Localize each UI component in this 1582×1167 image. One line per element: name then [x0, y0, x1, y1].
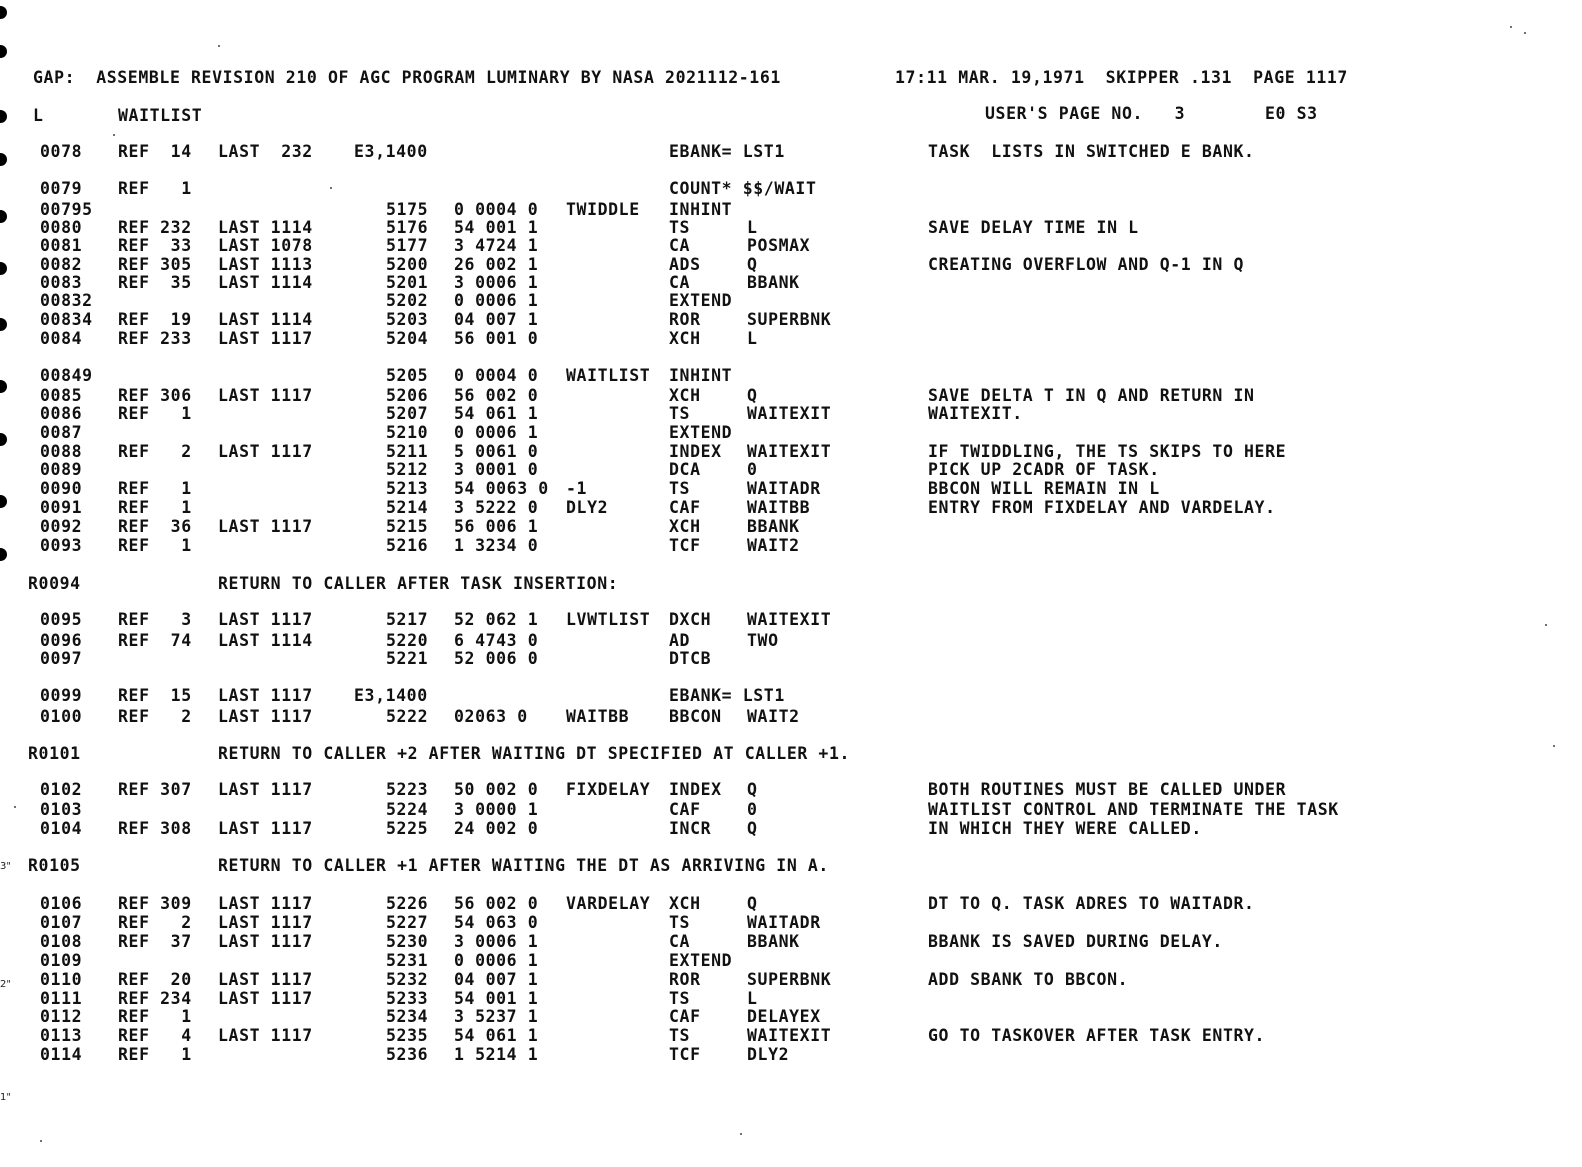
scan-speck — [14, 806, 16, 808]
listing-seq-number: 0104 — [40, 819, 83, 838]
listing-octal-code: 56 002 0 — [454, 894, 539, 913]
listing-seq-number: 00834 — [40, 310, 93, 329]
listing-octal-code: 0 0006 1 — [454, 291, 539, 310]
listing-address: 5225 — [386, 819, 429, 838]
binder-hole — [0, 153, 7, 166]
listing-address: 5206 — [386, 386, 429, 405]
listing-comment: DT TO Q. TASK ADRES TO WAITADR. — [928, 894, 1255, 913]
listing-seq-number: 0086 — [40, 404, 83, 423]
listing-remark-text: RETURN TO CALLER +2 AFTER WAITING DT SPECIFIED AT CALLER +1. — [218, 744, 851, 763]
listing-seq-number: 0090 — [40, 479, 83, 498]
listing-last-ref: LAST 1114 — [218, 273, 313, 292]
listing-opcode: EBANK= LST1 — [669, 686, 785, 705]
listing-operand: DLY2 — [747, 1045, 790, 1064]
binder-hole — [0, 318, 7, 331]
listing-operand: WAITEXIT — [747, 404, 832, 423]
listing-address: 5202 — [386, 291, 429, 310]
listing-opcode: XCH — [669, 894, 701, 913]
listing-ref-count: REF 36 — [118, 517, 192, 536]
listing-ref-count: REF 37 — [118, 932, 192, 951]
listing-comment: BBANK IS SAVED DURING DELAY. — [928, 932, 1223, 951]
listing-operand: L — [747, 218, 758, 237]
listing-seq-number: 0081 — [40, 236, 83, 255]
header-line-right: 17:11 MAR. 19,1971 SKIPPER .131 PAGE 1117 — [895, 68, 1348, 87]
listing-last-ref: LAST 1117 — [218, 989, 313, 1008]
listing-seq-number: 0080 — [40, 218, 83, 237]
listing-ref-count: REF 1 — [118, 179, 192, 198]
listing-comment: PICK UP 2CADR OF TASK. — [928, 460, 1160, 479]
listing-address: 5226 — [386, 894, 429, 913]
listing-opcode: CA — [669, 273, 691, 292]
listing-comment: ADD SBANK TO BBCON. — [928, 970, 1129, 989]
listing-opcode: DXCH — [669, 610, 712, 629]
listing-octal-code: 1 3234 0 — [454, 536, 539, 555]
listing-operand: BBANK — [747, 932, 800, 951]
listing-octal-code: 52 062 1 — [454, 610, 539, 629]
listing-octal-code: 52 006 0 — [454, 649, 539, 668]
listing-operand: WAITEXIT — [747, 442, 832, 461]
listing-octal-code: 04 007 1 — [454, 310, 539, 329]
listing-address: 5221 — [386, 649, 429, 668]
listing-ref-count: REF 232 — [118, 218, 192, 237]
scan-speck — [218, 45, 220, 47]
scan-speck — [330, 187, 332, 189]
listing-address: 5223 — [386, 780, 429, 799]
listing-ref-count: REF 233 — [118, 329, 192, 348]
binder-hole — [0, 262, 7, 275]
binder-hole — [0, 45, 7, 58]
binder-hole — [0, 495, 7, 508]
listing-address: 5213 — [386, 479, 429, 498]
listing-opcode: TS — [669, 218, 691, 237]
listing-address: 5215 — [386, 517, 429, 536]
listing-comment: GO TO TASKOVER AFTER TASK ENTRY. — [928, 1026, 1266, 1045]
listing-operand: DELAYEX — [747, 1007, 821, 1026]
listing-operand: TWO — [747, 631, 779, 650]
listing-symbol-label: LVWTLIST — [566, 610, 651, 629]
listing-opcode: TCF — [669, 1045, 701, 1064]
listing-comment: BOTH ROUTINES MUST BE CALLED UNDER — [928, 780, 1287, 799]
listing-operand: SUPERBNK — [747, 970, 832, 989]
listing-ref-count: REF 1 — [118, 1007, 192, 1026]
listing-address: 5220 — [386, 631, 429, 650]
listing-seq-number: 0088 — [40, 442, 83, 461]
listing-octal-code: 54 063 0 — [454, 913, 539, 932]
listing-octal-code: 54 001 1 — [454, 989, 539, 1008]
listing-octal-code: 0 0006 1 — [454, 423, 539, 442]
binder-hole — [0, 548, 7, 561]
listing-octal-code: 56 006 1 — [454, 517, 539, 536]
binder-hole — [0, 6, 7, 19]
listing-ref-count: REF 305 — [118, 255, 192, 274]
listing-last-ref: LAST 232 — [218, 142, 313, 161]
listing-address: 5224 — [386, 800, 429, 819]
listing-address: 5212 — [386, 460, 429, 479]
listing-remark-seq: R0094 — [28, 574, 81, 593]
listing-comment: WAITEXIT. — [928, 404, 1023, 423]
scan-speck — [740, 1133, 742, 1135]
listing-opcode: ADS — [669, 255, 701, 274]
listing-opcode: EXTEND — [669, 291, 733, 310]
listing-opcode: TS — [669, 913, 691, 932]
listing-operand: SUPERBNK — [747, 310, 832, 329]
listing-address: 5236 — [386, 1045, 429, 1064]
listing-octal-code: 0 0006 1 — [454, 951, 539, 970]
listing-ref-count: REF 308 — [118, 819, 192, 838]
listing-last-ref: LAST 1117 — [218, 442, 313, 461]
listing-opcode: XCH — [669, 329, 701, 348]
listing-operand: BBANK — [747, 517, 800, 536]
listing-seq-number: 00849 — [40, 366, 93, 385]
listing-seq-number: 0079 — [40, 179, 83, 198]
listing-address: 5232 — [386, 970, 429, 989]
listing-octal-code: 3 0006 1 — [454, 932, 539, 951]
listing-comment: IF TWIDDLING, THE TS SKIPS TO HERE — [928, 442, 1287, 461]
listing-last-ref: LAST 1117 — [218, 780, 313, 799]
binder-hole — [0, 110, 7, 123]
listing-octal-code: 02063 0 — [454, 707, 528, 726]
listing-last-ref: LAST 1114 — [218, 631, 313, 650]
listing-address: 5175 — [386, 200, 429, 219]
listing-opcode: TS — [669, 989, 691, 1008]
listing-operand: Q — [747, 894, 758, 913]
listing-seq-number: 0106 — [40, 894, 83, 913]
listing-last-ref: LAST 1117 — [218, 329, 313, 348]
binder-hole — [0, 210, 7, 223]
scan-speck — [1553, 745, 1555, 747]
listing-symbol-label: WAITLIST — [566, 366, 651, 385]
listing-octal-code: 3 4724 1 — [454, 236, 539, 255]
listing-address: 5214 — [386, 498, 429, 517]
listing-ref-count: REF 4 — [118, 1026, 192, 1045]
listing-address: 5210 — [386, 423, 429, 442]
listing-remark-seq: R0105 — [28, 856, 81, 875]
listing-octal-code: 26 002 1 — [454, 255, 539, 274]
listing-opcode: DCA — [669, 460, 701, 479]
margin-inch-mark: 1" — [0, 1092, 11, 1103]
listing-opcode: AD — [669, 631, 691, 650]
listing-ref-count: REF 74 — [118, 631, 192, 650]
listing-octal-code: 54 061 1 — [454, 1026, 539, 1045]
listing-ref-count: REF 15 — [118, 686, 192, 705]
listing-opcode: XCH — [669, 517, 701, 536]
listing-symbol-label: TWIDDLE — [566, 200, 640, 219]
listing-octal-code: 56 002 0 — [454, 386, 539, 405]
listing-comment: SAVE DELTA T IN Q AND RETURN IN — [928, 386, 1255, 405]
listing-octal-code: 3 0000 1 — [454, 800, 539, 819]
listing-address: 5222 — [386, 707, 429, 726]
listing-seq-number: 0108 — [40, 932, 83, 951]
listing-seq-number: 0103 — [40, 800, 83, 819]
listing-opcode: DTCB — [669, 649, 712, 668]
listing-opcode: TS — [669, 404, 691, 423]
listing-remark-text: RETURN TO CALLER AFTER TASK INSERTION: — [218, 574, 619, 593]
listing-ref-count: REF 33 — [118, 236, 192, 255]
listing-opcode: CAF — [669, 800, 701, 819]
listing-seq-number: 0110 — [40, 970, 83, 989]
listing-address: 5217 — [386, 610, 429, 629]
listing-opcode: BBCON — [669, 707, 722, 726]
listing-last-ref: LAST 1117 — [218, 386, 313, 405]
listing-symbol-label: DLY2 — [566, 498, 609, 517]
listing-opcode: COUNT* $$/WAIT — [669, 179, 817, 198]
listing-opcode: INHINT — [669, 200, 733, 219]
listing-opcode: INCR — [669, 819, 712, 838]
listing-operand: 0 — [747, 800, 758, 819]
listing-seq-number: 00832 — [40, 291, 93, 310]
listing-octal-code: 3 0006 1 — [454, 273, 539, 292]
listing-opcode: EXTEND — [669, 423, 733, 442]
listing-octal-code: 3 0001 0 — [454, 460, 539, 479]
listing-seq-number: 0097 — [40, 649, 83, 668]
listing-opcode: TCF — [669, 536, 701, 555]
listing-last-ref: LAST 1117 — [218, 686, 313, 705]
listing-last-ref: LAST 1078 — [218, 236, 313, 255]
listing-seq-number: 0111 — [40, 989, 83, 1008]
scan-speck — [1524, 32, 1526, 34]
listing-ref-count: REF 2 — [118, 442, 192, 461]
listing-operand: WAIT2 — [747, 536, 800, 555]
listing-seq-number: 0089 — [40, 460, 83, 479]
listing-seq-number: 0092 — [40, 517, 83, 536]
listing-ref-count: REF 306 — [118, 386, 192, 405]
listing-remark-seq: R0101 — [28, 744, 81, 763]
listing-opcode: TS — [669, 479, 691, 498]
listing-comment: TASK LISTS IN SWITCHED E BANK. — [928, 142, 1255, 161]
listing-opcode: ROR — [669, 970, 701, 989]
listing-ref-count: REF 1 — [118, 498, 192, 517]
listing-last-ref: LAST 1114 — [218, 310, 313, 329]
listing-ref-count: REF 1 — [118, 404, 192, 423]
listing-address: 5211 — [386, 442, 429, 461]
page-code: E0 S3 — [1265, 104, 1318, 123]
listing-octal-code: 54 0063 0 — [454, 479, 549, 498]
listing-octal-code: 3 5237 1 — [454, 1007, 539, 1026]
listing-last-ref: LAST 1113 — [218, 255, 313, 274]
listing-operand: Q — [747, 255, 758, 274]
listing-seq-number: 0109 — [40, 951, 83, 970]
listing-opcode: CA — [669, 236, 691, 255]
listing-address: 5177 — [386, 236, 429, 255]
listing-operand: Q — [747, 386, 758, 405]
listing-ref-count: REF 307 — [118, 780, 192, 799]
header-line-left: GAP: ASSEMBLE REVISION 210 OF AGC PROGRAM LUMINARY BY NASA 2021112-161 — [33, 68, 781, 87]
listing-operand: WAITEXIT — [747, 1026, 832, 1045]
listing-seq-number: 0082 — [40, 255, 83, 274]
listing-symbol-label: FIXDELAY — [566, 780, 651, 799]
listing-ref-count: REF 1 — [118, 1045, 192, 1064]
listing-seq-number: 0114 — [40, 1045, 83, 1064]
binder-hole — [0, 380, 7, 393]
listing-address: 5231 — [386, 951, 429, 970]
listing-last-ref: LAST 1117 — [218, 970, 313, 989]
listing-opcode: CA — [669, 932, 691, 951]
listing-operand: WAITADR — [747, 913, 821, 932]
listing-last-ref: LAST 1117 — [218, 707, 313, 726]
listing-symbol-label: WAITBB — [566, 707, 630, 726]
listing-opcode: INDEX — [669, 780, 722, 799]
listing-octal-code: 1 5214 1 — [454, 1045, 539, 1064]
listing-seq-number: 0091 — [40, 498, 83, 517]
listing-last-ref: LAST 1117 — [218, 517, 313, 536]
listing-operand: WAITBB — [747, 498, 811, 517]
listing-octal-code: 5 0061 0 — [454, 442, 539, 461]
listing-seq-number: 0083 — [40, 273, 83, 292]
listing-operand: L — [747, 329, 758, 348]
listing-seq-number: 0093 — [40, 536, 83, 555]
listing-operand: Q — [747, 780, 758, 799]
listing-seq-number: 0084 — [40, 329, 83, 348]
listing-ref-count: REF 35 — [118, 273, 192, 292]
listing-address: 5207 — [386, 404, 429, 423]
listing-ref-count: REF 234 — [118, 989, 192, 1008]
listing-ref-count: REF 309 — [118, 894, 192, 913]
listing-opcode: XCH — [669, 386, 701, 405]
listing-address: 5233 — [386, 989, 429, 1008]
listing-opcode: INDEX — [669, 442, 722, 461]
listing-address: 5201 — [386, 273, 429, 292]
scan-speck — [1510, 26, 1512, 28]
listing-address: E3,1400 — [354, 686, 428, 705]
listing-ref-count: REF 2 — [118, 913, 192, 932]
listing-last-ref: LAST 1117 — [218, 932, 313, 951]
listing-seq-number: 0087 — [40, 423, 83, 442]
listing-last-ref: LAST 1117 — [218, 894, 313, 913]
listing-octal-code: 54 061 1 — [454, 404, 539, 423]
listing-last-ref: LAST 1117 — [218, 610, 313, 629]
binder-hole — [0, 433, 7, 446]
listing-opcode: TS — [669, 1026, 691, 1045]
listing-operand: POSMAX — [747, 236, 811, 255]
scan-speck — [1545, 624, 1547, 626]
listing-operand: WAIT2 — [747, 707, 800, 726]
listing-comment: CREATING OVERFLOW AND Q-1 IN Q — [928, 255, 1245, 274]
listing-ref-count: REF 14 — [118, 142, 192, 161]
listing-seq-number: 0113 — [40, 1026, 83, 1045]
listing-opcode: CAF — [669, 1007, 701, 1026]
listing-symbol-label: VARDELAY — [566, 894, 651, 913]
section-title: WAITLIST — [118, 106, 203, 125]
listing-address: 5227 — [386, 913, 429, 932]
listing-ref-count: REF 3 — [118, 610, 192, 629]
listing-operand: BBANK — [747, 273, 800, 292]
listing-address: 5176 — [386, 218, 429, 237]
listing-address: E3,1400 — [354, 142, 428, 161]
listing-seq-number: 0078 — [40, 142, 83, 161]
listing-octal-code: 56 001 0 — [454, 329, 539, 348]
listing-address: 5216 — [386, 536, 429, 555]
listing-address: 5204 — [386, 329, 429, 348]
listing-ref-count: REF 1 — [118, 479, 192, 498]
listing-seq-number: 0085 — [40, 386, 83, 405]
listing-address: 5205 — [386, 366, 429, 385]
listing-operand: WAITADR — [747, 479, 821, 498]
listing-symbol-label: -1 — [566, 479, 588, 498]
listing-remark-text: RETURN TO CALLER +1 AFTER WAITING THE DT AS ARRIVING IN A. — [218, 856, 829, 875]
listing-ref-count: REF 19 — [118, 310, 192, 329]
listing-octal-code: 04 007 1 — [454, 970, 539, 989]
listing-comment: BBCON WILL REMAIN IN L — [928, 479, 1160, 498]
listing-seq-number: 0100 — [40, 707, 83, 726]
listing-seq-number: 0107 — [40, 913, 83, 932]
listing-seq-number: 0096 — [40, 631, 83, 650]
listing-ref-count: REF 20 — [118, 970, 192, 989]
listing-octal-code: 3 5222 0 — [454, 498, 539, 517]
listing-address: 5203 — [386, 310, 429, 329]
margin-inch-mark: 2" — [0, 979, 11, 990]
listing-operand: 0 — [747, 460, 758, 479]
listing-address: 5200 — [386, 255, 429, 274]
listing-operand: Q — [747, 819, 758, 838]
scan-speck — [113, 134, 115, 136]
listing-address: 5234 — [386, 1007, 429, 1026]
listing-opcode: EXTEND — [669, 951, 733, 970]
listing-octal-code: 0 0004 0 — [454, 200, 539, 219]
listing-octal-code: 6 4743 0 — [454, 631, 539, 650]
listing-octal-code: 0 0004 0 — [454, 366, 539, 385]
listing-address: 5235 — [386, 1026, 429, 1045]
scan-speck — [40, 1140, 42, 1142]
listing-opcode: INHINT — [669, 366, 733, 385]
listing-comment: ENTRY FROM FIXDELAY AND VARDELAY. — [928, 498, 1276, 517]
listing-octal-code: 54 001 1 — [454, 218, 539, 237]
listing-opcode: ROR — [669, 310, 701, 329]
listing-last-ref: LAST 1117 — [218, 913, 313, 932]
listing-octal-code: 50 002 0 — [454, 780, 539, 799]
listing-seq-number: 0102 — [40, 780, 83, 799]
log-section-letter: L — [33, 106, 44, 125]
listing-seq-number: 0112 — [40, 1007, 83, 1026]
listing-comment: SAVE DELAY TIME IN L — [928, 218, 1139, 237]
margin-inch-mark: 3" — [0, 861, 11, 872]
listing-seq-number: 0099 — [40, 686, 83, 705]
listing-octal-code: 24 002 0 — [454, 819, 539, 838]
listing-seq-number: 00795 — [40, 200, 93, 219]
listing-operand: WAITEXIT — [747, 610, 832, 629]
listing-last-ref: LAST 1117 — [218, 819, 313, 838]
listing-operand: L — [747, 989, 758, 1008]
listing-seq-number: 0095 — [40, 610, 83, 629]
listing-comment: IN WHICH THEY WERE CALLED. — [928, 819, 1202, 838]
listing-opcode: EBANK= LST1 — [669, 142, 785, 161]
listing-last-ref: LAST 1114 — [218, 218, 313, 237]
listing-ref-count: REF 2 — [118, 707, 192, 726]
listing-comment: WAITLIST CONTROL AND TERMINATE THE TASK — [928, 800, 1339, 819]
listing-address: 5230 — [386, 932, 429, 951]
listing-opcode: CAF — [669, 498, 701, 517]
listing-last-ref: LAST 1117 — [218, 1026, 313, 1045]
user-page-number: USER'S PAGE NO. 3 — [985, 104, 1186, 123]
listing-ref-count: REF 1 — [118, 536, 192, 555]
